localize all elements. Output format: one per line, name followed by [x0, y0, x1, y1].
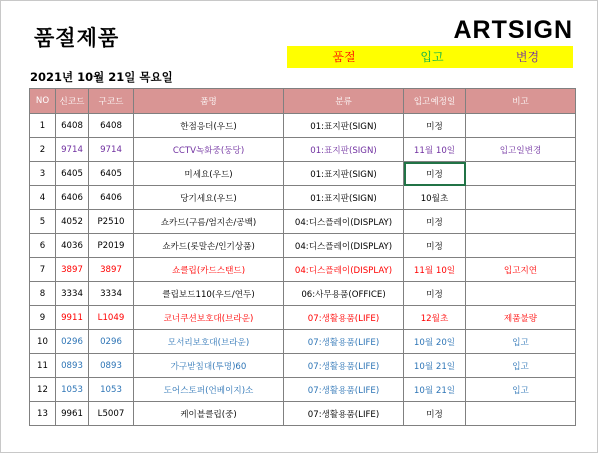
cell-old-code[interactable]: 0296 — [89, 330, 134, 354]
cell-product[interactable]: 쇼카드(구름/엄지손/공백) — [134, 210, 284, 234]
cell-eta[interactable]: 10월 21일 — [404, 354, 466, 378]
cell-note[interactable]: 입고 — [466, 354, 576, 378]
table-row — [30, 378, 576, 402]
cell-new-code[interactable]: 6405 — [56, 162, 89, 186]
cell-category[interactable]: 07:생활용품(LIFE) — [284, 402, 404, 426]
cell-product[interactable]: 클립보드110(우드/연두) — [134, 282, 284, 306]
cell-note[interactable] — [466, 114, 576, 138]
table-header-row — [30, 89, 576, 114]
cell-eta[interactable]: 미정 — [404, 162, 466, 186]
cell-category[interactable]: 01:표지판(SIGN) — [284, 114, 404, 138]
cell-product[interactable]: 한점응더(우드) — [134, 114, 284, 138]
cell-note[interactable] — [466, 162, 576, 186]
cell-product[interactable]: 쇼카드(롯말손/인기상품) — [134, 234, 284, 258]
cell-new-code[interactable]: 3897 — [56, 258, 89, 282]
cell-no[interactable]: 8 — [30, 282, 56, 306]
cell-old-code[interactable]: L1049 — [89, 306, 134, 330]
cell-old-code[interactable]: L5007 — [89, 402, 134, 426]
cell-eta[interactable]: 10월 20일 — [404, 330, 466, 354]
cell-product[interactable]: 가구받침대(투명)60 — [134, 354, 284, 378]
cell-note[interactable] — [466, 282, 576, 306]
header-cell: 비고 — [466, 89, 576, 114]
cell-no[interactable]: 2 — [30, 138, 56, 162]
cell-product[interactable]: CCTV녹화중(둥당) — [134, 138, 284, 162]
table-row — [30, 162, 576, 186]
stock-table — [29, 88, 576, 426]
cell-no[interactable]: 5 — [30, 210, 56, 234]
table-row — [30, 234, 576, 258]
table-row — [30, 354, 576, 378]
table-row — [30, 306, 576, 330]
table-row — [30, 210, 576, 234]
cell-old-code[interactable]: 0893 — [89, 354, 134, 378]
cell-category[interactable]: 07:생활용품(LIFE) — [284, 378, 404, 402]
cell-old-code[interactable]: 6406 — [89, 186, 134, 210]
cell-category[interactable]: 07:생활용품(LIFE) — [284, 306, 404, 330]
cell-category[interactable]: 07:생활용품(LIFE) — [284, 354, 404, 378]
cell-product[interactable]: 당기세요(우드) — [134, 186, 284, 210]
cell-note[interactable] — [466, 402, 576, 426]
table-row — [30, 258, 576, 282]
cell-category[interactable]: 07:생활용품(LIFE) — [284, 330, 404, 354]
table-row — [30, 402, 576, 426]
cell-category[interactable]: 04:디스플레이(DISPLAY) — [284, 234, 404, 258]
legend-soldout: 품절 — [306, 46, 382, 68]
cell-category[interactable]: 01:표지판(SIGN) — [284, 186, 404, 210]
header-cell: 입고예정일 — [404, 89, 466, 114]
cell-new-code[interactable]: 6408 — [56, 114, 89, 138]
cell-new-code[interactable]: 9961 — [56, 402, 89, 426]
cell-product[interactable]: 도어스토퍼(언베이지)소 — [134, 378, 284, 402]
artsign-logo: ARTSIGN — [453, 16, 573, 44]
cell-old-code[interactable]: 1053 — [89, 378, 134, 402]
cell-no[interactable]: 11 — [30, 354, 56, 378]
cell-category[interactable]: 04:디스플레이(DISPLAY) — [284, 210, 404, 234]
cell-eta[interactable]: 11월 10일 — [404, 258, 466, 282]
cell-note[interactable]: 제품불량 — [466, 306, 576, 330]
cell-no[interactable]: 1 — [30, 114, 56, 138]
cell-category[interactable]: 06:사무용품(OFFICE) — [284, 282, 404, 306]
cell-new-code[interactable]: 3334 — [56, 282, 89, 306]
cell-new-code[interactable]: 0893 — [56, 354, 89, 378]
table-row — [30, 138, 576, 162]
cell-eta[interactable]: 미정 — [404, 282, 466, 306]
cell-old-code[interactable]: P2019 — [89, 234, 134, 258]
cell-old-code[interactable]: 6408 — [89, 114, 134, 138]
cell-category[interactable]: 01:표지판(SIGN) — [284, 138, 404, 162]
cell-eta[interactable]: 미정 — [404, 114, 466, 138]
cell-new-code[interactable]: 4036 — [56, 234, 89, 258]
cell-no[interactable]: 6 — [30, 234, 56, 258]
table-row — [30, 282, 576, 306]
header-cell: 분류 — [284, 89, 404, 114]
cell-old-code[interactable]: 3334 — [89, 282, 134, 306]
cell-no[interactable]: 3 — [30, 162, 56, 186]
cell-eta[interactable]: 11월 10일 — [404, 138, 466, 162]
cell-category[interactable]: 04:디스플레이(DISPLAY) — [284, 258, 404, 282]
cell-product[interactable]: 모서리보호대(브라운) — [134, 330, 284, 354]
cell-new-code[interactable]: 1053 — [56, 378, 89, 402]
header-cell: 구코드 — [89, 89, 134, 114]
legend-spacer — [287, 46, 306, 68]
report-date: 2021년 10월 21일 목요일 — [30, 70, 173, 84]
cell-no[interactable]: 9 — [30, 306, 56, 330]
header-cell: 품명 — [134, 89, 284, 114]
cell-old-code[interactable]: P2510 — [89, 210, 134, 234]
cell-no[interactable]: 12 — [30, 378, 56, 402]
table-body — [30, 114, 576, 426]
cell-new-code[interactable]: 0296 — [56, 330, 89, 354]
cell-product[interactable]: 케이블클립(중) — [134, 402, 284, 426]
cell-note[interactable]: 입고 — [466, 378, 576, 402]
cell-no[interactable]: 4 — [30, 186, 56, 210]
table-row — [30, 330, 576, 354]
cell-note[interactable]: 입고지연 — [466, 258, 576, 282]
cell-eta[interactable]: 미정 — [404, 402, 466, 426]
cell-product[interactable]: 미세요(우드) — [134, 162, 284, 186]
cell-new-code[interactable]: 9911 — [56, 306, 89, 330]
cell-old-code[interactable]: 3897 — [89, 258, 134, 282]
cell-product[interactable]: 쇼클립(카드스탠드) — [134, 258, 284, 282]
cell-note[interactable] — [466, 210, 576, 234]
cell-new-code[interactable]: 9714 — [56, 138, 89, 162]
cell-no[interactable]: 7 — [30, 258, 56, 282]
cell-category[interactable]: 01:표지판(SIGN) — [284, 162, 404, 186]
header-cell: 신코드 — [56, 89, 89, 114]
cell-no[interactable]: 10 — [30, 330, 56, 354]
cell-new-code[interactable]: 4052 — [56, 210, 89, 234]
cell-new-code[interactable]: 6406 — [56, 186, 89, 210]
legend-bar — [287, 46, 573, 68]
cell-eta[interactable]: 미정 — [404, 234, 466, 258]
cell-eta[interactable]: 미정 — [404, 210, 466, 234]
cell-eta[interactable]: 12월초 — [404, 306, 466, 330]
cell-old-code[interactable]: 6405 — [89, 162, 134, 186]
legend-incoming: 입고 — [382, 46, 482, 68]
legend-changed: 변경 — [482, 46, 573, 68]
header-cell: NO — [30, 89, 56, 114]
cell-note[interactable] — [466, 234, 576, 258]
table-row — [30, 186, 576, 210]
cell-product[interactable]: 코너쿠션보호대(브라운) — [134, 306, 284, 330]
cell-eta[interactable]: 10월초 — [404, 186, 466, 210]
cell-no[interactable]: 13 — [30, 402, 56, 426]
cell-eta[interactable]: 10월 21일 — [404, 378, 466, 402]
cell-note[interactable]: 입고 — [466, 330, 576, 354]
cell-old-code[interactable]: 9714 — [89, 138, 134, 162]
cell-note[interactable]: 입고일변경 — [466, 138, 576, 162]
table-row — [30, 114, 576, 138]
cell-note[interactable] — [466, 186, 576, 210]
page-title: 품절제품 — [34, 26, 120, 50]
